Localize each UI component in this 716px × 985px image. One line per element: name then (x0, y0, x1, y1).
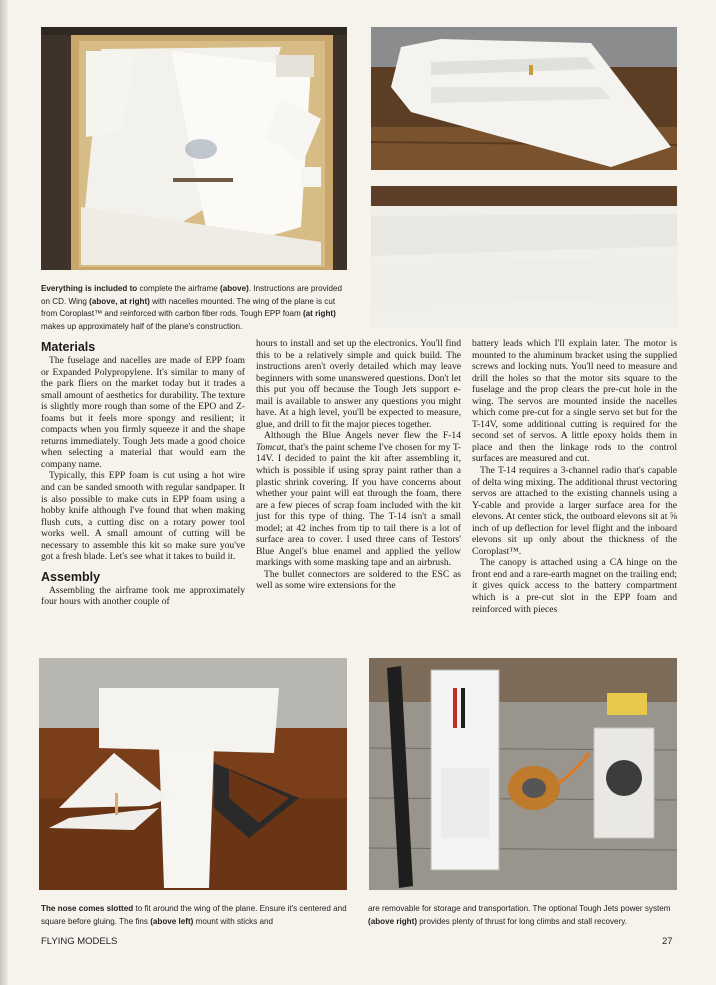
footer-magazine-title: FLYING MODELS (41, 936, 118, 947)
caption-br-text-2: provides plenty of thrust for long climbs and stall recovery. (417, 916, 627, 926)
caption-bl-bold-1: (above left) (150, 916, 194, 926)
page-edge-shadow (0, 0, 8, 985)
col1-paragraph-2: Typically, this EPP foam is cut using a hot wire and can be sanded smooth with regular sandpaper. It is also possible to make cuts in EPP foam using a hobby knife although I've found that when making flush cuts, a cutting disc on a rotary power tool works well. A small amount of cutting will be necessary to assemble this kit so make sure you've got a fresh blade. Let's see what it takes to build it. (41, 470, 245, 563)
col2-paragraph-2 (256, 430, 461, 569)
caption-top-lead: Everything is included to (41, 284, 138, 293)
photo-nose-and-fins (39, 658, 347, 890)
col3-paragraph-3: The canopy is attached using a CA hinge on the front end and a rare-earth magnet on the trailing end; it gives quick access to the battery compartment which is a pre-cut slot in the EPP foam and reinforced with pieces (472, 557, 677, 615)
photo-epp-foam (371, 186, 677, 328)
caption-top-text-4: makes up approximately half of the plane's construction. (41, 321, 243, 331)
col3-paragraph-2: The T-14 requires a 3-channel radio that's capable of delta wing mixing. The additional thrust vectoring servos are attached to the existing channels using a Y-cable and provide a larger surface area for the elevons. At center stick, the outboard elevons sit at ⅝ inch of up deflection for level flight and the inboard elevons sit up only about the thickness of the Coroplast™. (472, 465, 677, 557)
caption-top-text-3: with nacelles mounted. The wing of the plane is cut from Coroplast™ and reinforced with carbon fiber rods. Tough EPP foam (41, 296, 336, 319)
col2-paragraph-3: The bullet connectors are soldered to the ESC as well as some wire extensions for the (256, 568, 461, 592)
photo-wing-nacelles (371, 27, 677, 170)
power-system-illustration (369, 658, 677, 890)
caption-br-bold-1: (above right) (368, 916, 418, 926)
col2-p2-italic: Tomcat (256, 441, 284, 453)
nose-illustration (39, 658, 347, 890)
caption-bottom-right (368, 903, 678, 928)
caption-br-text-1: are removable for storage and transportation. The optional Tough Jets power system (368, 904, 671, 913)
photo-power-system (369, 658, 677, 890)
heading-materials: Materials (41, 340, 96, 354)
col1-paragraph-3: Assembling the airframe took me approximately four hours with another couple of (41, 584, 245, 608)
caption-top (41, 283, 351, 333)
caption-bl-lead: The nose comes slotted (41, 904, 134, 913)
caption-top-text-1: complete the airframe (137, 284, 221, 293)
col3-paragraph-1: battery leads which I'll explain later. The motor is mounted to the aluminum bracket using the supplied screws and locking nuts. You'll need to measure and drill the holes so that the motor sits square to the fuselage and the prop clears the pre-cut hole in the wing. The servos are mounted inside the nacelles which come pre-cut for a single servo set but for the T-14V, some additional cutting is required for the second set of servos. A little epoxy holds them in place and then the linkage rods to the control surfaces are measured and cut. (472, 338, 677, 465)
kit-box-illustration (41, 27, 347, 270)
footer-page-number: 27 (662, 936, 673, 947)
col1-paragraph-1: The fuselage and nacelles are made of EPP foam or Expanded Polypropylene. It's similar to many of the park fliers on the market today but it trades a small amount of aesthetics for durability. The texture is slightly more rough than some of the EPO and Z-foams but it feels more spongy and resilient; it compacts when you firmly squeeze it and the shape returns immediately. Tough Jets made a good choice when selecting a material that would earn the company name. (41, 355, 245, 470)
caption-top-bold-3: (at right) (302, 309, 336, 319)
article-column-2 (256, 338, 461, 592)
col2-p2-text-b: , that's the paint scheme I've chosen for my T-14V. I decided to paint the kit after assembling it, which is possible if using spray paint rather than a plastic shrink covering. If you have concerns about whether your paint will eat through the foam, there are a few pieces of scrap foam included with the kit just for this type of thing. The T-14 isn't a small model; at 42 inches from tip to tail there is a lot of surface area to cover. I used three cans of Testors' Blue Angel's blue enamel and applied the yellow markings with some masking tape and an airbrush. (256, 441, 461, 569)
col2-paragraph-1: hours to install and set up the electronics. You'll find this to be a relatively simple and quick build. The instructions aren't overly detailed which may leave beginners with some unanswered questions. Don't let this put you off because the Tough Jets support e-mail is available to answer any questions you might have. At a high level, you'll be expected to measure, glue, and drill to fit the major pieces together. (256, 338, 461, 430)
caption-top-bold-1: (above) (220, 284, 249, 293)
caption-top-bold-2: (above, at right) (89, 296, 150, 306)
article-column-1 (41, 338, 245, 608)
caption-bottom-left (41, 903, 349, 928)
caption-top-text-2: . Instructions are provided on CD. Wing (41, 284, 342, 306)
wing-illustration (371, 27, 677, 170)
caption-bl-text-2: mount with sticks and (193, 916, 273, 926)
foam-illustration (371, 186, 677, 328)
heading-assembly: Assembly (41, 569, 101, 584)
article-column-3 (472, 338, 677, 615)
caption-bl-text-1: to fit around the wing of the plane. Ensure it's centered and square before gluing. The fins (41, 904, 347, 926)
photo-kit-box (41, 27, 347, 270)
col2-p2-text-a: Although the Blue Angels never flew the F-14 (264, 430, 461, 442)
